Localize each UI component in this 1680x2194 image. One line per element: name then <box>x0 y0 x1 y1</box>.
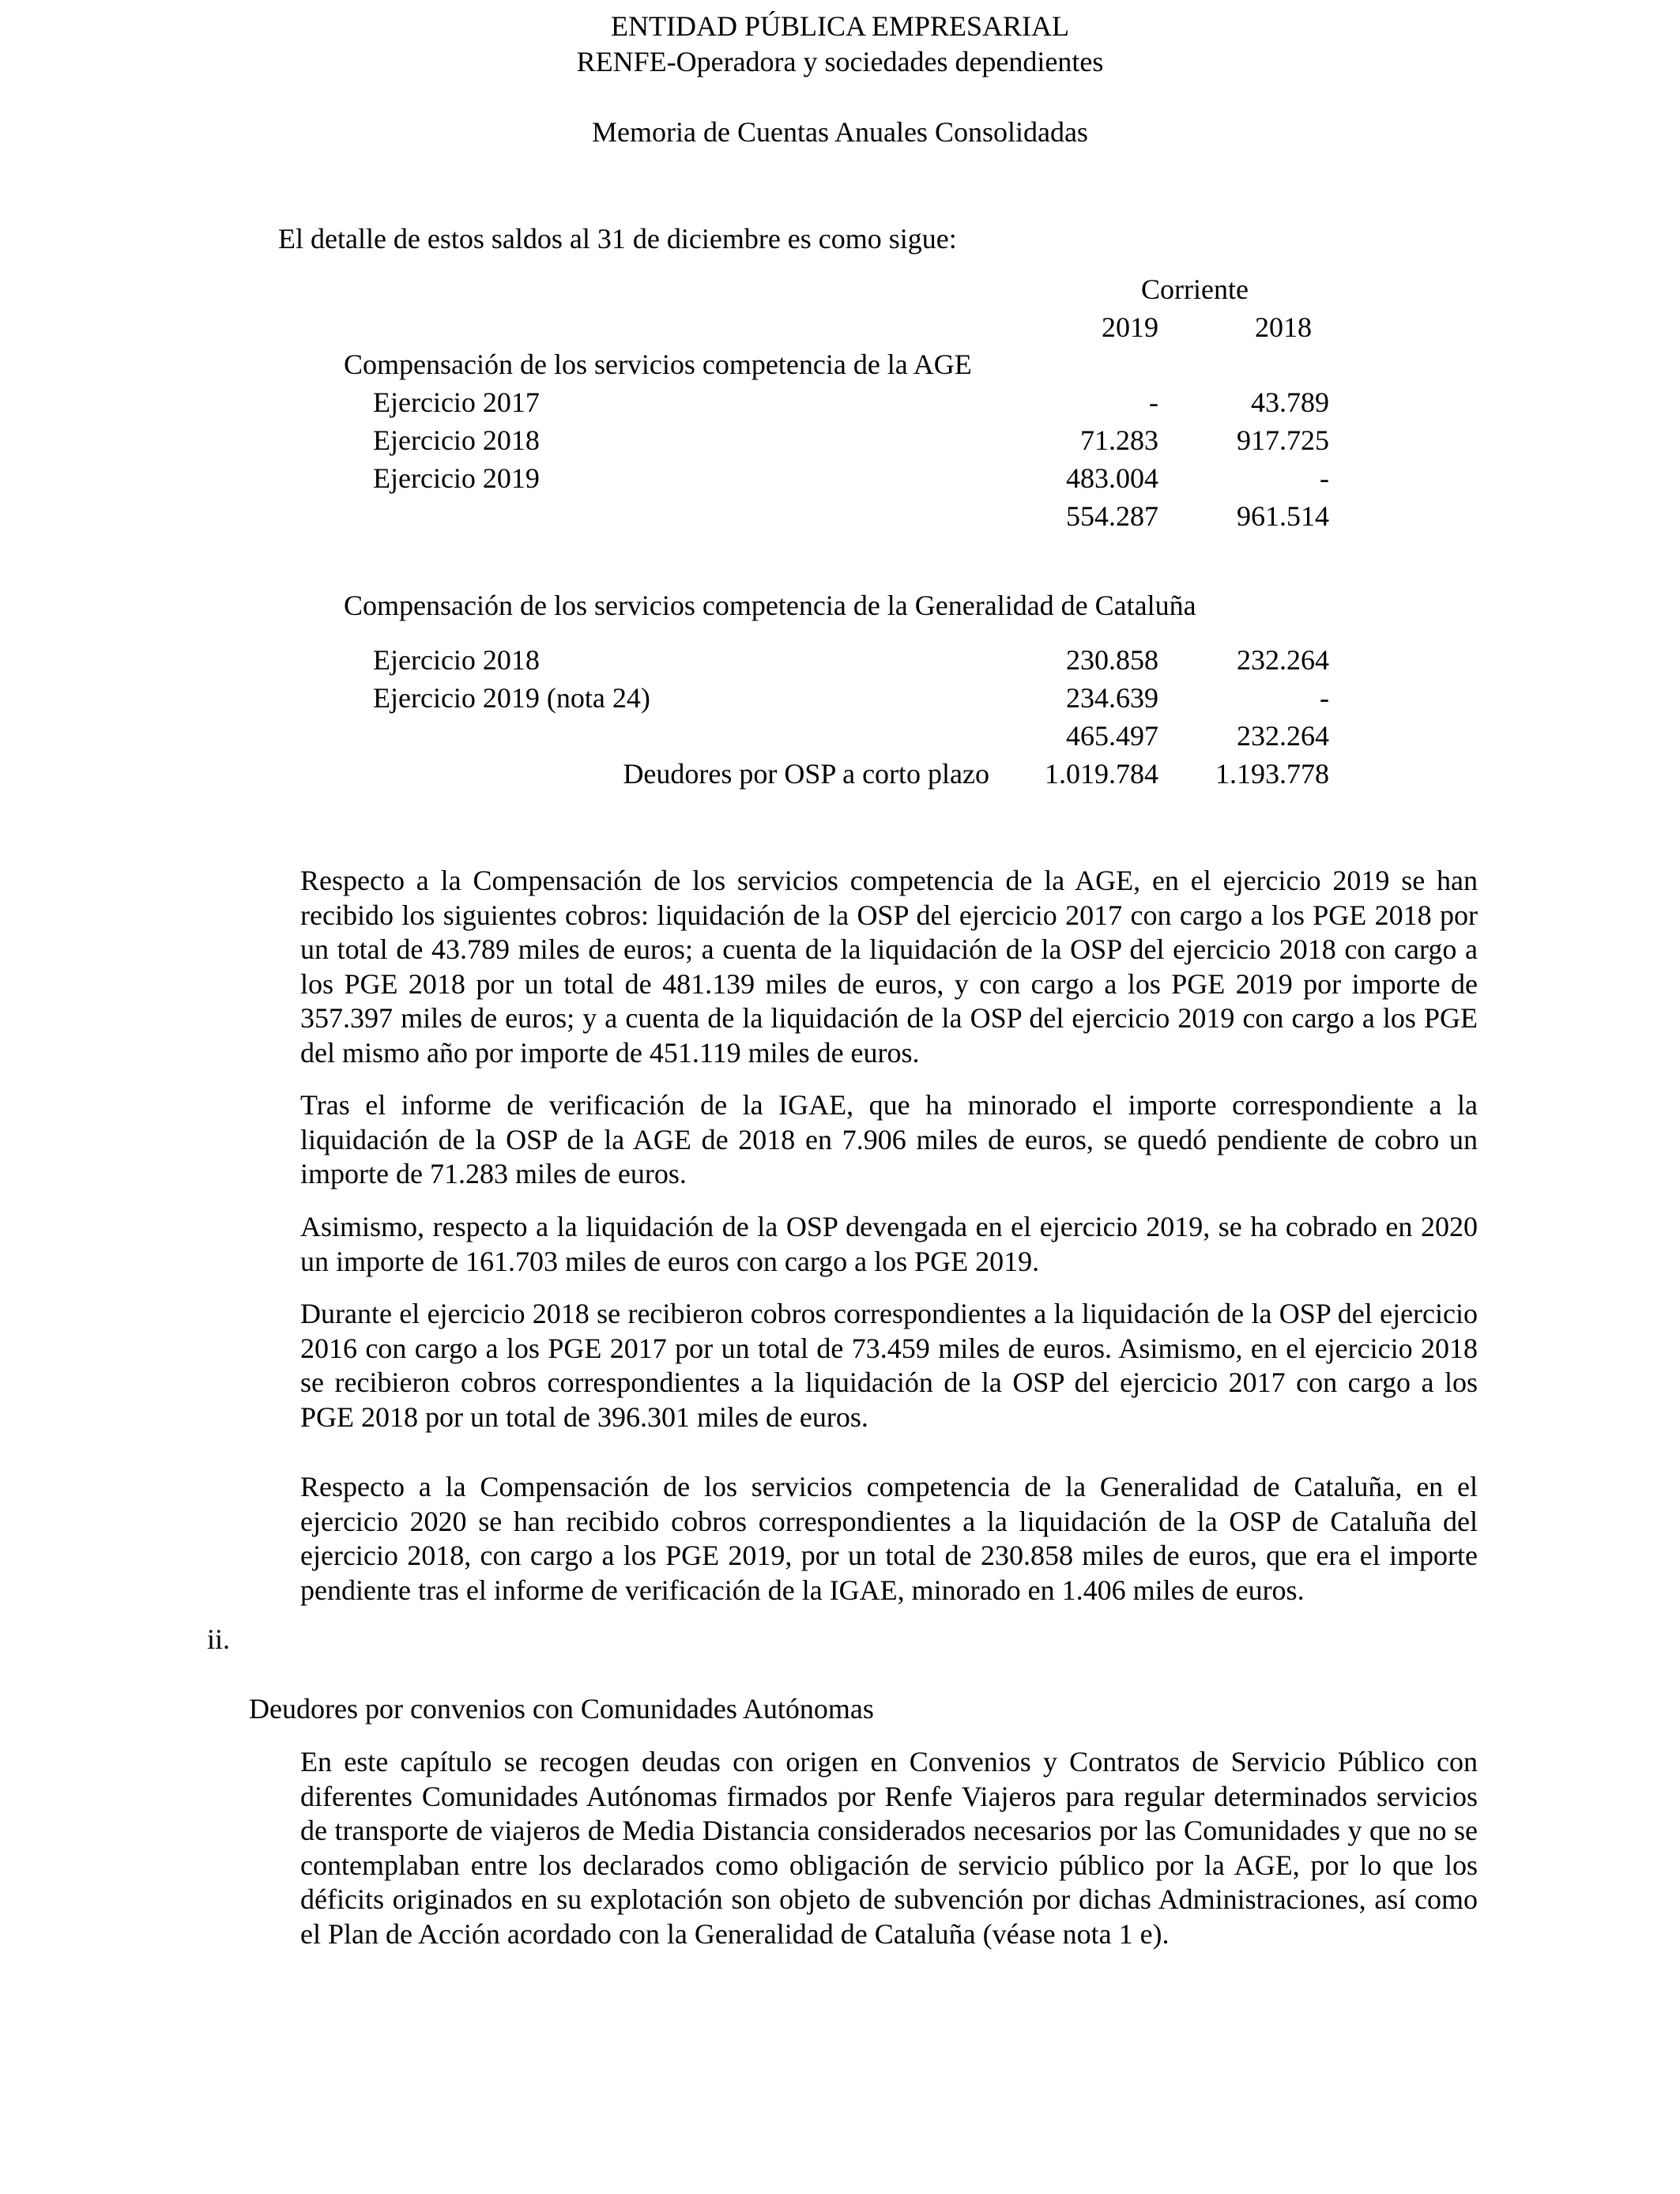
subtotal-2019: 465.497 <box>1066 720 1158 752</box>
row-value-2019: 71.283 <box>1080 424 1158 456</box>
total-label: Deudores por OSP a corto plazo <box>623 758 989 790</box>
row-value-2018: - <box>1320 462 1329 494</box>
row-value-2018: 917.725 <box>1237 424 1329 456</box>
paragraph-age-cobros: Respecto a la Compensación de los servicios competencia de la AGE, en el ejercicio 2019 se han recibido los siguientes cobros: liquidación de la OSP del ejercicio 2017 con cargo a los PGE 2018 por un total de 43.789 miles de euros; a cuenta de la liquidación de la OSP del ejercicio 2018 con cargo a los PGE 2018 por un total de 481.139 miles de euros, y con cargo a los PGE 2019 por importe de 357.397 miles de euros; y a cuenta de la liquidación de la OSP del ejercicio 2019 con cargo a los PGE del mismo año por importe de 451.119 miles de euros. <box>300 865 1478 1069</box>
row-label: Ejercicio 2018 <box>373 424 540 456</box>
column-header-2019: 2019 <box>1102 311 1158 343</box>
row-label: Ejercicio 2019 <box>373 462 540 494</box>
paragraph-cobro-2020: Asimismo, respecto a la liquidación de la OSP devengada en el ejercicio 2019, se ha cobrado en 2020 un importe de 161.703 miles de euros con cargo a los PGE 2019. <box>300 1211 1478 1277</box>
row-value-2019: 234.639 <box>1066 682 1158 714</box>
paragraph-convenios: En este capítulo se recogen deudas con origen en Convenios y Contratos de Servicio Público con diferentes Comunidades Autónomas firmados por Renfe Viajeros para regular determinados servicios de transporte de viajeros de Media Distancia considerados necesarios por las Comunidades y que no se contemplaban entre los declarados como obligación de servicio público por la AGE, por lo que los déficits originados en su explotación son objeto de subvención por dichas Administraciones, así como el Plan de Acción acordado con la Generalidad de Cataluña (véase nota 1 e). <box>300 1746 1478 1950</box>
header-company: RENFE-Operadora y sociedades dependientes <box>576 46 1104 77</box>
subtotal-2018: 961.514 <box>1237 500 1329 532</box>
total-2018: 1.193.778 <box>1215 758 1329 790</box>
column-group-header: Corriente <box>1141 273 1249 305</box>
table-intro: El detalle de estos saldos al 31 de diciembre es como sigue: <box>278 223 957 254</box>
section-age-title: Compensación de los servicios competencia de la AGE <box>344 349 972 380</box>
row-value-2019: 483.004 <box>1066 462 1158 494</box>
section-marker: ii. <box>207 1623 231 1655</box>
section-title: Deudores por convenios con Comunidades Autónomas <box>249 1693 874 1725</box>
section-cataluna-title: Compensación de los servicios competencia de la Generalidad de Cataluña <box>344 590 1196 621</box>
paragraph-cataluna-cobros: Respecto a la Compensación de los servicios competencia de la Generalidad de Cataluña, en el ejercicio 2020 se han recibido cobros correspondientes a la liquidación de la OSP de Cataluña del ejercicio 2018, con cargo a los PGE 2019, por un total de 230.858 miles de euros, que era el importe pendiente tras el informe de verificación de la IGAE, minorado en 1.406 miles de euros. <box>300 1471 1478 1606</box>
header-entity: ENTIDAD PÚBLICA EMPRESARIAL <box>610 10 1070 42</box>
row-value-2019: - <box>1149 386 1158 418</box>
row-label: Ejercicio 2019 (nota 24) <box>373 682 650 714</box>
row-value-2018: - <box>1320 682 1329 714</box>
header-document-title: Memoria de Cuentas Anuales Consolidadas <box>592 116 1088 148</box>
row-label: Ejercicio 2017 <box>373 386 540 418</box>
row-value-2018: 232.264 <box>1237 644 1329 676</box>
column-header-2018: 2018 <box>1255 311 1312 343</box>
paragraph-igae-verificacion: Tras el informe de verificación de la IGAE, que ha minorado el importe correspondiente a la liquidación de la OSP de la AGE de 2018 en 7.906 miles de euros, se quedó pendiente de cobro un importe de 71.283 miles de euros. <box>300 1089 1478 1190</box>
row-value-2019: 230.858 <box>1066 644 1158 676</box>
subtotal-2018: 232.264 <box>1237 720 1329 752</box>
row-label: Ejercicio 2018 <box>373 644 540 676</box>
subtotal-2019: 554.287 <box>1066 500 1158 532</box>
paragraph-ejercicio-2018: Durante el ejercicio 2018 se recibieron cobros correspondientes a la liquidación de la OSP del ejercicio 2016 con cargo a los PGE 2017 por un total de 73.459 miles de euros. Asimismo, en el ejercicio 2018 se recibieron cobros correspondientes a la liquidación de la OSP del ejercicio 2017 con cargo a los PGE 2018 por un total de 396.301 miles de euros. <box>300 1298 1478 1433</box>
row-value-2018: 43.789 <box>1251 386 1329 418</box>
total-2019: 1.019.784 <box>1045 758 1158 790</box>
